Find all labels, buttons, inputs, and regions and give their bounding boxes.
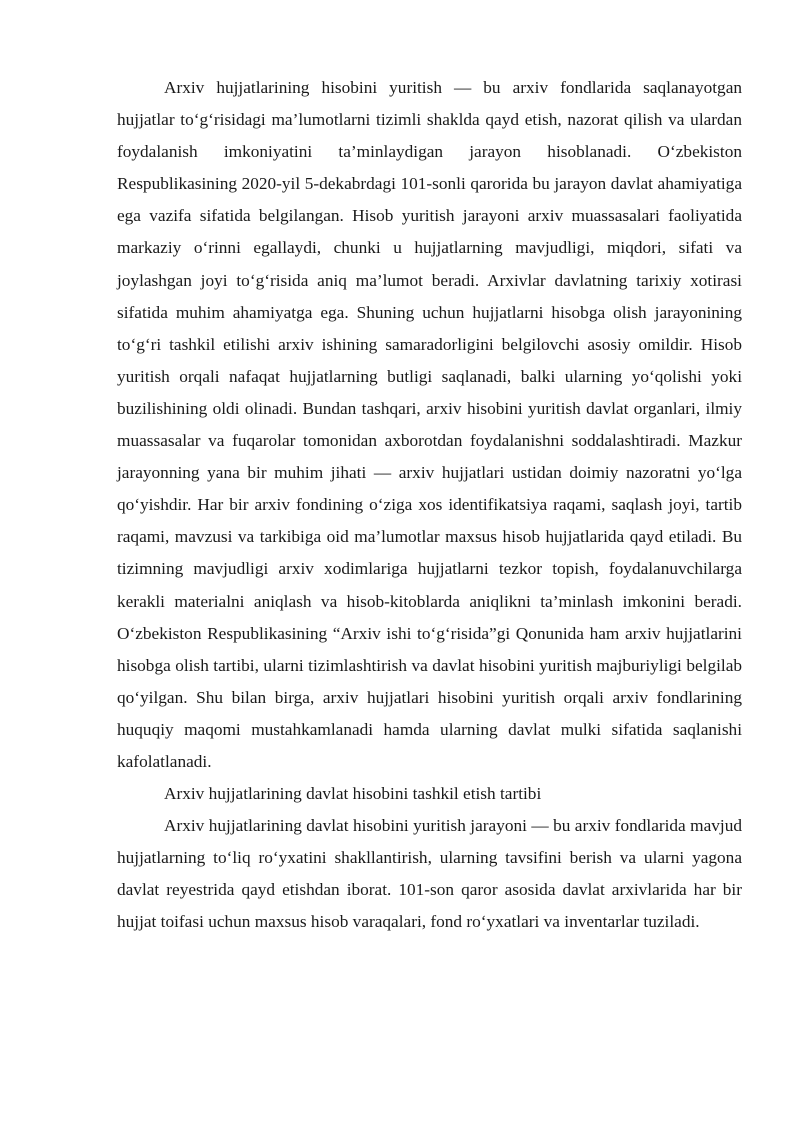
body-paragraph-1: Arxiv hujjatlarining hisobini yuritish — bu arxiv fondlarida saqlanayotgan hujjatlar to‘g‘risidagi ma’lumotlarni tizimli shaklda qayd etish, nazorat qilish va ulardan foydalanish imkoniyatini ta’minlaydigan jarayon hisoblanadi. O‘zbekiston Respublikasining 2020-yil 5-dekabrdagi 101-sonli qarorida bu jarayon davlat ahamiyatiga ega vazifa sifatida belgilangan. Hisob yuritish jarayoni arxiv muassasalari faoliyatida markaziy o‘rinni egallaydi, chunki u hujjatlarning mavjudligi, miqdori, sifati va joylashgan joyi to‘g‘risida aniq ma’lumot beradi. Arxivlar davlatning tarixiy xotirasi sifatida muhim ahamiyatga ega. Shuning uchun hujjatlarni hisobga olish jarayonining to‘g‘ri tashkil etilishi arxiv ishining samaradorligini belgilovchi asosiy omildir. Hisob yuritish orqali nafaqat hujjatlarning butligi saqlanadi, balki ularning yo‘qolishi yoki buzilishining oldi olinadi. Bundan tashqari, arxiv hisobini yuritish davlat organlari, ilmiy muassasalar va fuqarolar tomonidan axborotdan foydalanishni soddalashtiradi. Mazkur jarayonning yana bir muhim jihati — arxiv hujjatlari ustidan doimiy nazoratni yo‘lga qo‘yishdir. Har bir arxiv fondining o‘ziga xos identifikatsiya raqami, saqlash joyi, tartib raqami, mavzusi va tarkibiga oid ma’lumotlar maxsus hisob hujjatlarida qayd etiladi. Bu tizimning mavjudligi arxiv xodimlariga hujjatlarni tezkor topish, foydalanuvchilarga kerakli materialni aniqlash va hisob-kitoblarda aniqlikni ta’minlash imkonini beradi. O‘zbekiston Respublikasining “Arxiv ishi to‘g‘risida”gi Qonunida ham arxiv hujjatlarini hisobga olish tartibi, ularni tizimlashtirish va davlat hisobini yuritish majburiyligi belgilab qo‘yilgan. Shu bilan birga, arxiv hujjatlari hisobini yuritish orqali arxiv fondlarining huquqiy maqomi mustahkamlanadi hamda ularning davlat mulki sifatida saqlanishi kafolatlanadi. — [117, 78, 742, 771]
body-paragraph-2: Arxiv hujjatlarining davlat hisobini yuritish jarayoni — bu arxiv fondlarida mavjud hujjatlarning to‘liq ro‘yxatini shakllantirish, ularning tavsifini berish va ularni yagona davlat reyestrida qayd etishdan iborat. 101-son qaror asosida davlat arxivlarida har bir hujjat toifasi uchun maxsus hisob varaqalari, fond ro‘yxatlari va inventarlar tuziladi. — [117, 816, 742, 932]
document-page — [117, 72, 742, 939]
section-heading: Arxiv hujjatlarining davlat hisobini tashkil etish tartibi — [164, 784, 542, 804]
